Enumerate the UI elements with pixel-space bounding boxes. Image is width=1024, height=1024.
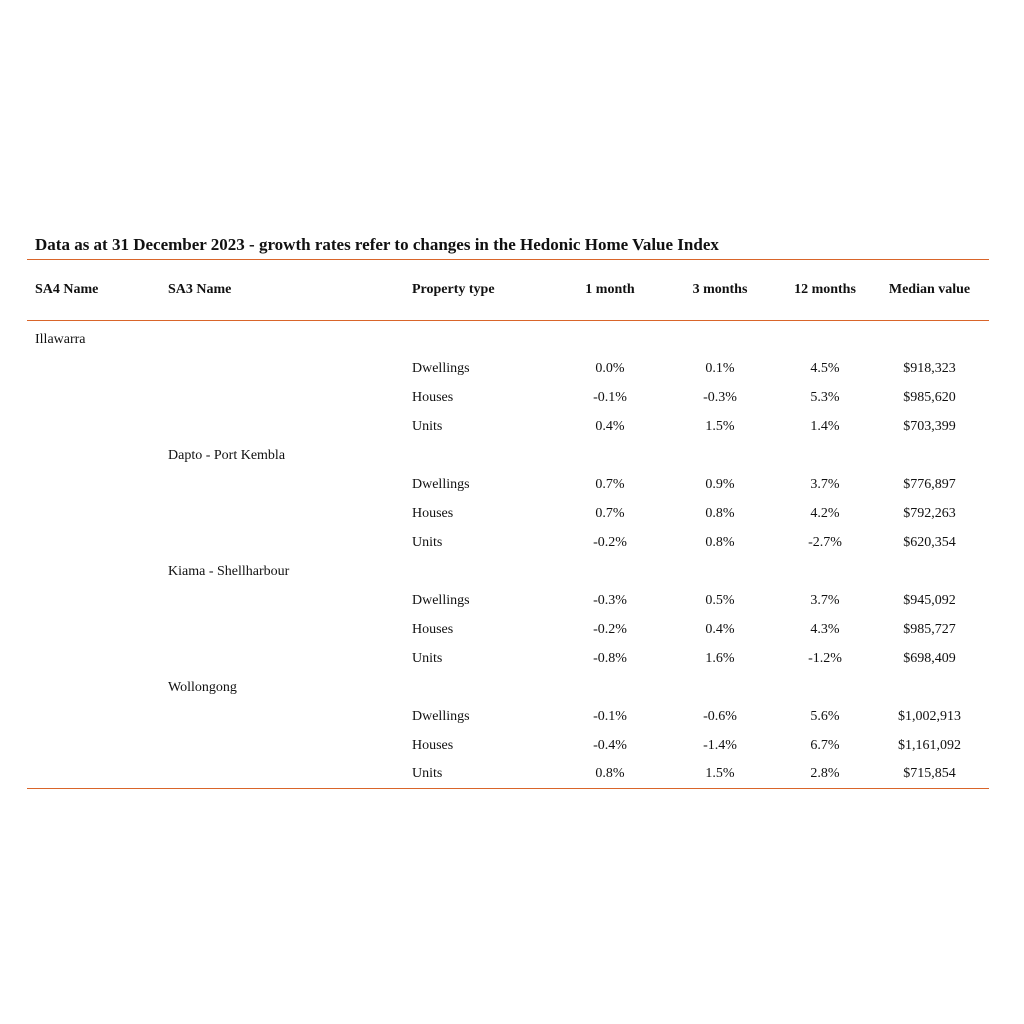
cell-12-months: 1.4% — [810, 418, 840, 434]
cell-sa4-name — [27, 673, 168, 702]
cell-median-value: $698,409 — [903, 650, 956, 666]
cell-median-value — [870, 441, 989, 470]
header-sa4-name: SA4 Name — [27, 260, 168, 321]
table-row — [27, 383, 989, 412]
cell-property-type: Dwellings — [412, 592, 470, 608]
header-median-value: Median value — [870, 260, 989, 321]
cell-sa3-name — [168, 499, 412, 528]
report — [27, 234, 989, 789]
cell-sa4-name — [27, 586, 168, 615]
cell-3-months: 1.5% — [705, 418, 735, 434]
cell-3-months: 0.4% — [705, 621, 735, 637]
table-row — [27, 528, 989, 557]
cell-12-months: 6.7% — [810, 737, 840, 753]
cell-1-month: -0.2% — [593, 621, 627, 637]
cell-sa3-name — [168, 321, 412, 355]
cell-sa3-name: Wollongong — [168, 679, 237, 695]
cell-sa3-name: Kiama - Shellharbour — [168, 563, 290, 579]
table-row — [27, 586, 989, 615]
cell-12-months — [780, 441, 870, 470]
table-row — [27, 354, 989, 383]
cell-median-value: $703,399 — [903, 418, 956, 434]
cell-sa4-name — [27, 354, 168, 383]
cell-1-month: 0.7% — [595, 505, 625, 521]
cell-3-months: 0.9% — [705, 476, 735, 492]
cell-property-type: Units — [412, 650, 443, 666]
cell-property-type — [412, 321, 560, 355]
cell-1-month — [560, 441, 660, 470]
cell-sa4-name — [27, 528, 168, 557]
cell-property-type: Units — [412, 760, 560, 789]
cell-sa3-name — [168, 528, 412, 557]
cell-median-value: $792,263 — [903, 505, 956, 521]
cell-median-value: $985,620 — [903, 389, 956, 405]
cell-sa4-name — [27, 644, 168, 673]
cell-sa4-name — [27, 731, 168, 760]
cell-12-months: 4.3% — [810, 621, 840, 637]
table-header — [27, 260, 989, 321]
cell-median-value — [870, 321, 989, 355]
table-row — [27, 702, 989, 731]
cell-property-type: Dwellings — [412, 360, 470, 376]
cell-12-months: -1.2% — [808, 650, 842, 666]
header-sa3-name: SA3 Name — [168, 260, 412, 321]
cell-median-value — [870, 557, 989, 586]
cell-12-months — [780, 557, 870, 586]
cell-1-month — [560, 673, 660, 702]
cell-12-months: 4.5% — [810, 360, 840, 376]
cell-12-months: -2.7% — [808, 534, 842, 550]
cell-median-value: $776,897 — [903, 476, 956, 492]
cell-1-month: -0.1% — [593, 389, 627, 405]
cell-12-months: 4.2% — [810, 505, 840, 521]
sa3-group-row — [27, 673, 989, 702]
cell-3-months: -0.3% — [703, 389, 737, 405]
cell-12-months: 2.8% — [780, 760, 870, 789]
cell-3-months: -1.4% — [703, 737, 737, 753]
cell-1-month: -0.1% — [593, 708, 627, 724]
cell-property-type: Houses — [412, 505, 454, 521]
cell-12-months: 5.3% — [810, 389, 840, 405]
cell-3-months: 0.8% — [705, 534, 735, 550]
cell-median-value: $985,727 — [903, 621, 956, 637]
cell-sa3-name — [168, 586, 412, 615]
table-row — [27, 644, 989, 673]
cell-3-months — [660, 321, 780, 355]
cell-sa4-name — [27, 615, 168, 644]
cell-median-value: $620,354 — [903, 534, 956, 550]
cell-sa3-name: Dapto - Port Kembla — [168, 447, 286, 463]
cell-median-value: $918,323 — [903, 360, 956, 376]
cell-1-month: 0.8% — [560, 760, 660, 789]
cell-sa4-name — [27, 441, 168, 470]
cell-sa3-name — [168, 354, 412, 383]
cell-12-months: 3.7% — [810, 592, 840, 608]
table-body — [27, 321, 989, 789]
cell-sa4-name — [27, 760, 168, 789]
sa3-group-row — [27, 441, 989, 470]
cell-3-months — [660, 673, 780, 702]
cell-sa4-name — [27, 557, 168, 586]
cell-12-months: 3.7% — [810, 476, 840, 492]
table-row — [27, 499, 989, 528]
cell-property-type: Dwellings — [412, 476, 470, 492]
sa4-group-row — [27, 321, 989, 355]
table-row — [27, 731, 989, 760]
cell-1-month: 0.4% — [595, 418, 625, 434]
cell-median-value: $715,854 — [870, 760, 989, 789]
cell-3-months: 1.5% — [660, 760, 780, 789]
header-12-months: 12 months — [780, 260, 870, 321]
cell-median-value: $1,161,092 — [898, 737, 961, 753]
header-property-type: Property type — [412, 260, 560, 321]
cell-12-months — [780, 321, 870, 355]
cell-1-month: -0.2% — [593, 534, 627, 550]
cell-sa4-name — [27, 499, 168, 528]
cell-sa4-name: Illawarra — [35, 331, 86, 347]
cell-property-type — [412, 673, 560, 702]
cell-property-type: Units — [412, 418, 443, 434]
cell-1-month: 0.7% — [595, 476, 625, 492]
table-row — [27, 760, 989, 789]
cell-3-months: 0.1% — [705, 360, 735, 376]
cell-property-type: Dwellings — [412, 708, 470, 724]
cell-sa3-name — [168, 615, 412, 644]
cell-sa3-name — [168, 731, 412, 760]
cell-1-month: 0.0% — [595, 360, 625, 376]
cell-median-value — [870, 673, 989, 702]
cell-median-value: $1,002,913 — [898, 708, 961, 724]
cell-1-month — [560, 321, 660, 355]
cell-3-months: 0.8% — [705, 505, 735, 521]
cell-3-months — [660, 557, 780, 586]
cell-sa3-name — [168, 383, 412, 412]
cell-sa3-name — [168, 470, 412, 499]
cell-3-months — [660, 441, 780, 470]
table-row — [27, 615, 989, 644]
cell-sa3-name — [168, 412, 412, 441]
cell-3-months: 1.6% — [705, 650, 735, 666]
report-title: Data as at 31 December 2023 - growth rates refer to changes in the Hedonic Home Value Index — [27, 234, 989, 260]
cell-property-type — [412, 557, 560, 586]
cell-sa4-name — [27, 412, 168, 441]
cell-1-month: -0.8% — [593, 650, 627, 666]
cell-median-value: $945,092 — [903, 592, 956, 608]
cell-12-months: 5.6% — [810, 708, 840, 724]
cell-sa4-name — [27, 470, 168, 499]
cell-property-type: Houses — [412, 389, 454, 405]
header-row — [27, 260, 989, 321]
cell-12-months — [780, 673, 870, 702]
cell-sa3-name — [168, 702, 412, 731]
cell-property-type: Houses — [412, 621, 454, 637]
table-row — [27, 412, 989, 441]
cell-3-months: -0.6% — [703, 708, 737, 724]
cell-sa3-name — [168, 644, 412, 673]
cell-property-type — [412, 441, 560, 470]
growth-table — [27, 260, 989, 789]
cell-sa4-name — [27, 702, 168, 731]
cell-sa3-name — [168, 760, 412, 789]
cell-1-month — [560, 557, 660, 586]
sa3-group-row — [27, 557, 989, 586]
table-row — [27, 470, 989, 499]
header-1-month: 1 month — [560, 260, 660, 321]
cell-3-months: 0.5% — [705, 592, 735, 608]
cell-1-month: -0.3% — [593, 592, 627, 608]
cell-property-type: Units — [412, 534, 443, 550]
cell-1-month: -0.4% — [593, 737, 627, 753]
cell-sa4-name — [27, 383, 168, 412]
cell-property-type: Houses — [412, 737, 454, 753]
header-3-months: 3 months — [660, 260, 780, 321]
